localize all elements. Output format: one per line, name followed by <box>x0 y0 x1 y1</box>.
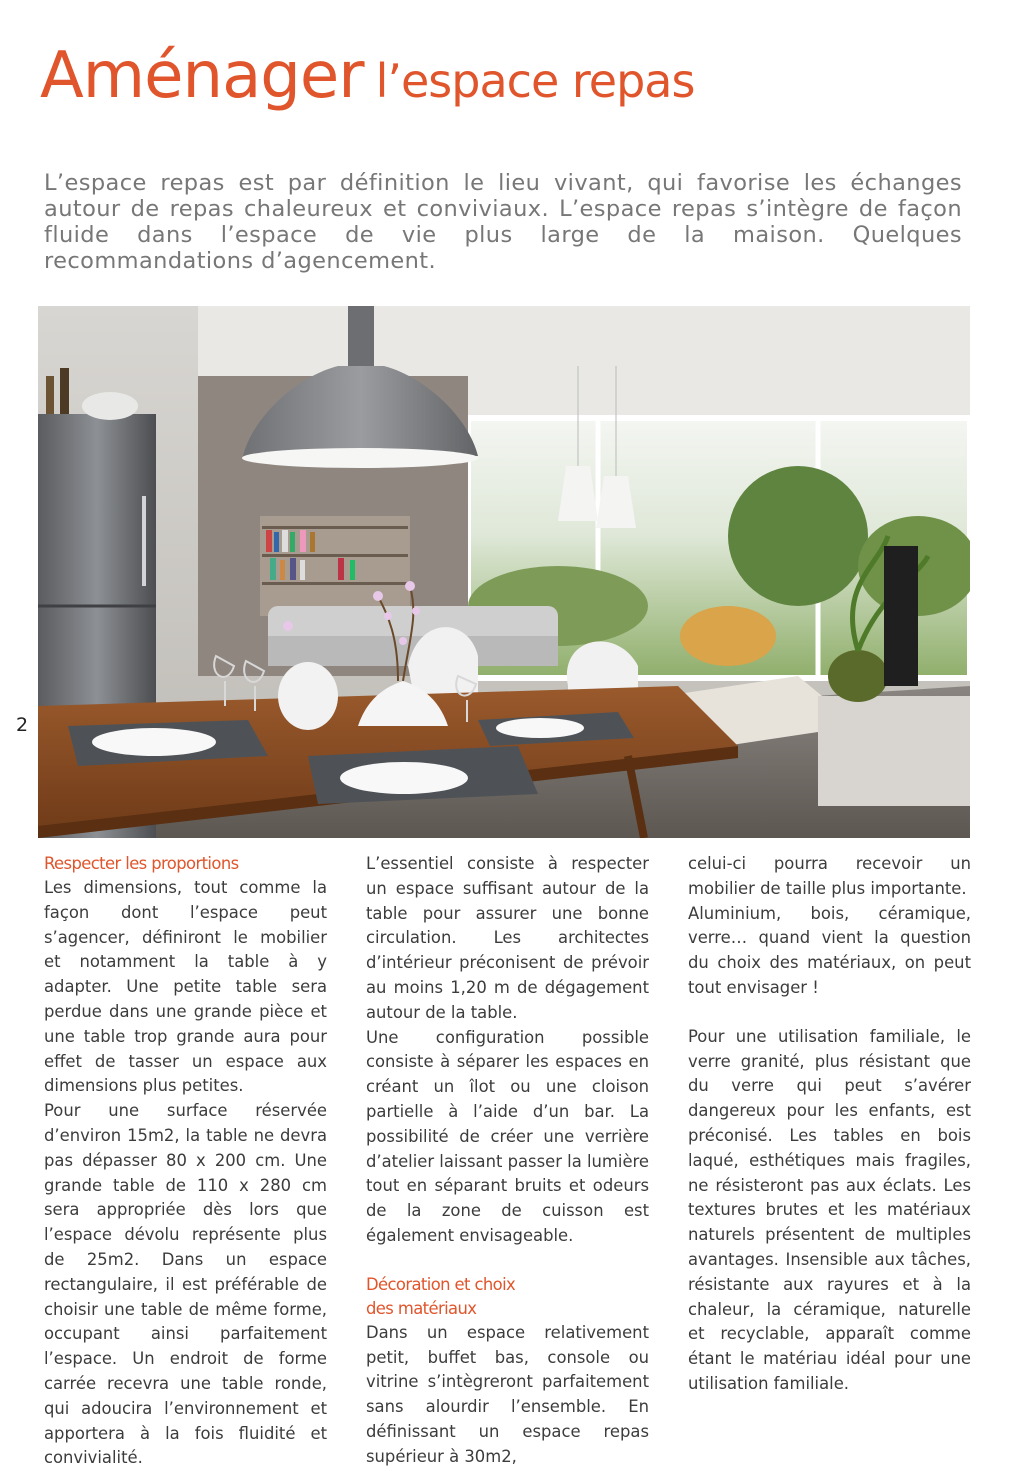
dining-room-photo <box>38 306 970 838</box>
column-3 <box>688 852 971 1397</box>
paragraph: Pour une surface réservée d’environ 15m2, la table ne devra pas dépasser 80 x 200 cm. Une grande table de 110 x 280 cm sera appropriée dès lors que l’espace dévolu représente plus de 25m2. Dans un espace rectangulaire, il est préférable de choisir une table de même forme, occupant ainsi parfaitement l’espace. Un endroit de forme carrée recevra une table ronde, qui adoucira l’environnement et apportera à la fois fluidité et convivialité. <box>44 1101 327 1468</box>
page-title-sub: l’espace repas <box>375 54 695 108</box>
section-heading-line: des matériaux <box>366 1298 477 1318</box>
paragraph: L’essentiel consiste à respecter un espace suffisant autour de la table pour assurer une bonne circulation. Les architectes d’intérieur préconisent de prévoir au moins 1,20 m de dégagement autour de la table. <box>366 854 649 1022</box>
section-heading-line: Décoration et choix <box>366 1274 516 1294</box>
paragraph: Les dimensions, tout comme la façon dont l’espace peut s’agencer, définiront le mobilier et notamment la table à y adapter. Une petite table sera perdue dans une grande pièce et une table trop grande aura pour effet de tasser un espace aux dimensions plus petites. <box>44 878 327 1096</box>
page-title-main: Aménager <box>40 39 364 113</box>
paragraph: Une configuration possible consiste à séparer les espaces en créant un îlot ou une cloison partielle à l’aide d’un bar. La possibilité de créer une verrière d’atelier laissant passer la lumière tout en séparant bruits et odeurs de la zone de cuisson est également envisageable. <box>366 1027 649 1245</box>
section-heading-decoration <box>366 1273 649 1321</box>
paragraph: Pour une utilisation familiale, le verre granité, plus résistant que du verre qui peut s’avérer dangereux pour les enfants, est préconisé. Les tables en bois laqué, esthétiques mais fragiles, ne résisteront pas aux éclats. Les textures brutes et les matériaux naturels présentent de multiples avantages. Insensible aux tâches, résistante aux rayures et à la chaleur, la céramique, naturelle et recyclable, apparaît comme étant le matériau idéal pour une utilisation familiale. <box>688 1026 971 1393</box>
column-2 <box>366 852 649 1470</box>
spacer <box>688 1001 971 1025</box>
page-number: 2 <box>16 714 29 736</box>
paragraph: celui-ci pourra recevoir un mobilier de taille plus importante. <box>688 854 971 898</box>
spacer <box>366 1249 649 1273</box>
paragraph: Dans un espace relativement petit, buffet bas, console ou vitrine s’intègreront parfaitement sans alourdir l’ensemble. En définissant un espace repas supérieur à 30m2, <box>366 1322 649 1466</box>
intro-paragraph: L’espace repas est par définition le lieu vivant, qui favorise les échanges autour de repas chaleureux et conviviaux. L’espace repas s’intègre de façon fluide dans l’espace de vie plus large de la maison. Quelques recommandations d’agencement. <box>44 170 962 274</box>
section-heading-proportions: Respecter les proportions <box>44 854 239 873</box>
paragraph: Aluminium, bois, céramique, verre… quand vient la question du choix des matériaux, on peut tout envisager ! <box>688 903 971 997</box>
column-1 <box>44 852 327 1471</box>
page-title <box>40 39 695 113</box>
